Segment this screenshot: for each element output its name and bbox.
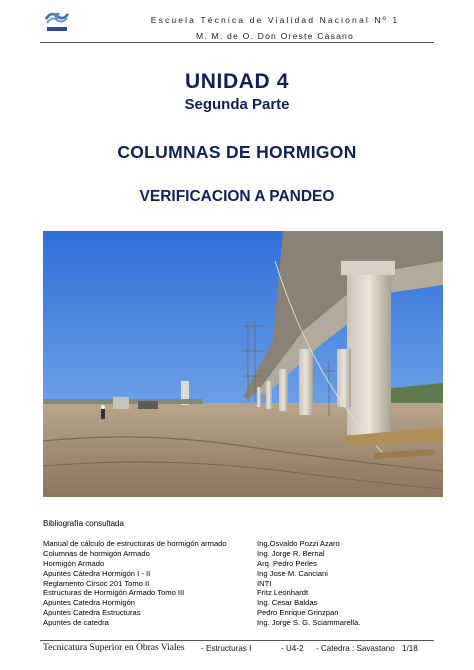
bibliography-author: INTI [257, 578, 272, 588]
footer-divider [40, 640, 434, 641]
bibliography-entry [43, 559, 443, 569]
bibliography-title: Apuntes Cátedra Hormigón I - II [43, 568, 151, 578]
topic-title: COLUMNAS DE HORMIGON [117, 142, 357, 162]
bibliography-author: Ing Jose M. Canciani [257, 568, 328, 578]
bibliography-list [43, 539, 443, 628]
bibliography-title: Apuntes de catedra [43, 618, 109, 628]
bibliography-author: Ing. Jorge S. G. Sciammarella. [257, 618, 361, 628]
bridge-construction-photo [43, 231, 443, 497]
subtopic-title: VERIFICACION A PANDEO [139, 188, 335, 205]
footer-chair: - Catedra : Savastano [316, 644, 395, 653]
footer-unit: - U4-2 [281, 644, 304, 653]
bibliography-title: Reglamento Cirsoc 201 Tomo II [43, 578, 150, 588]
bibliography-title: Hormigón Armado [43, 558, 105, 568]
school-logo [43, 9, 71, 33]
bibliography-title: Apuntes Catedra Estructuras [43, 608, 141, 618]
unit-title: UNIDAD 4 [185, 70, 289, 93]
school-name: Escuela Técnica de Vialidad Nacional Nº 1 [150, 15, 400, 25]
bibliography-entry [43, 579, 443, 589]
bibliography-title: Apuntes Catedra Hormigón [43, 598, 136, 608]
bibliography-author: Ing. Cesar Baldas [257, 598, 318, 608]
bibliography-author: Fritz Leonhardt [257, 588, 309, 598]
bibliography-title: Columnas de hormigón Armado [43, 548, 150, 558]
bibliography-entry [43, 588, 443, 598]
bibliography-entry [43, 569, 443, 579]
header-divider [40, 42, 434, 43]
footer-course: Tecnicatura Superior en Obras Viales [43, 643, 185, 653]
footer-subject: - Estructuras I [201, 644, 252, 653]
bibliography-author: Ing.Osvaldo Pozzi Azaro [257, 539, 340, 548]
part-title: Segunda Parte [184, 96, 290, 113]
bibliography-title: Estructuras de Hormigón Armado Tomo III [43, 588, 185, 598]
bibliography-heading: Bibliografía consultada [43, 519, 124, 528]
bibliography-author: Pedro Enrique Grinzpan [257, 608, 339, 618]
bibliography-entry [43, 598, 443, 608]
bibliography-author: Arq. Pedro Perles [257, 558, 317, 568]
bibliography-title: Manual de cálculo de estructuras de hormigón armado [43, 539, 227, 548]
bibliography-entry [43, 608, 443, 618]
school-namesake: M. M. de O. Don Oreste Casano [195, 31, 355, 41]
bibliography-entry [43, 549, 443, 559]
bibliography-entry [43, 539, 443, 549]
bibliography-entry [43, 618, 443, 628]
bibliography-author: Ing. Jorge R. Bernal [257, 548, 325, 558]
page-number: 1/18 [402, 644, 418, 653]
